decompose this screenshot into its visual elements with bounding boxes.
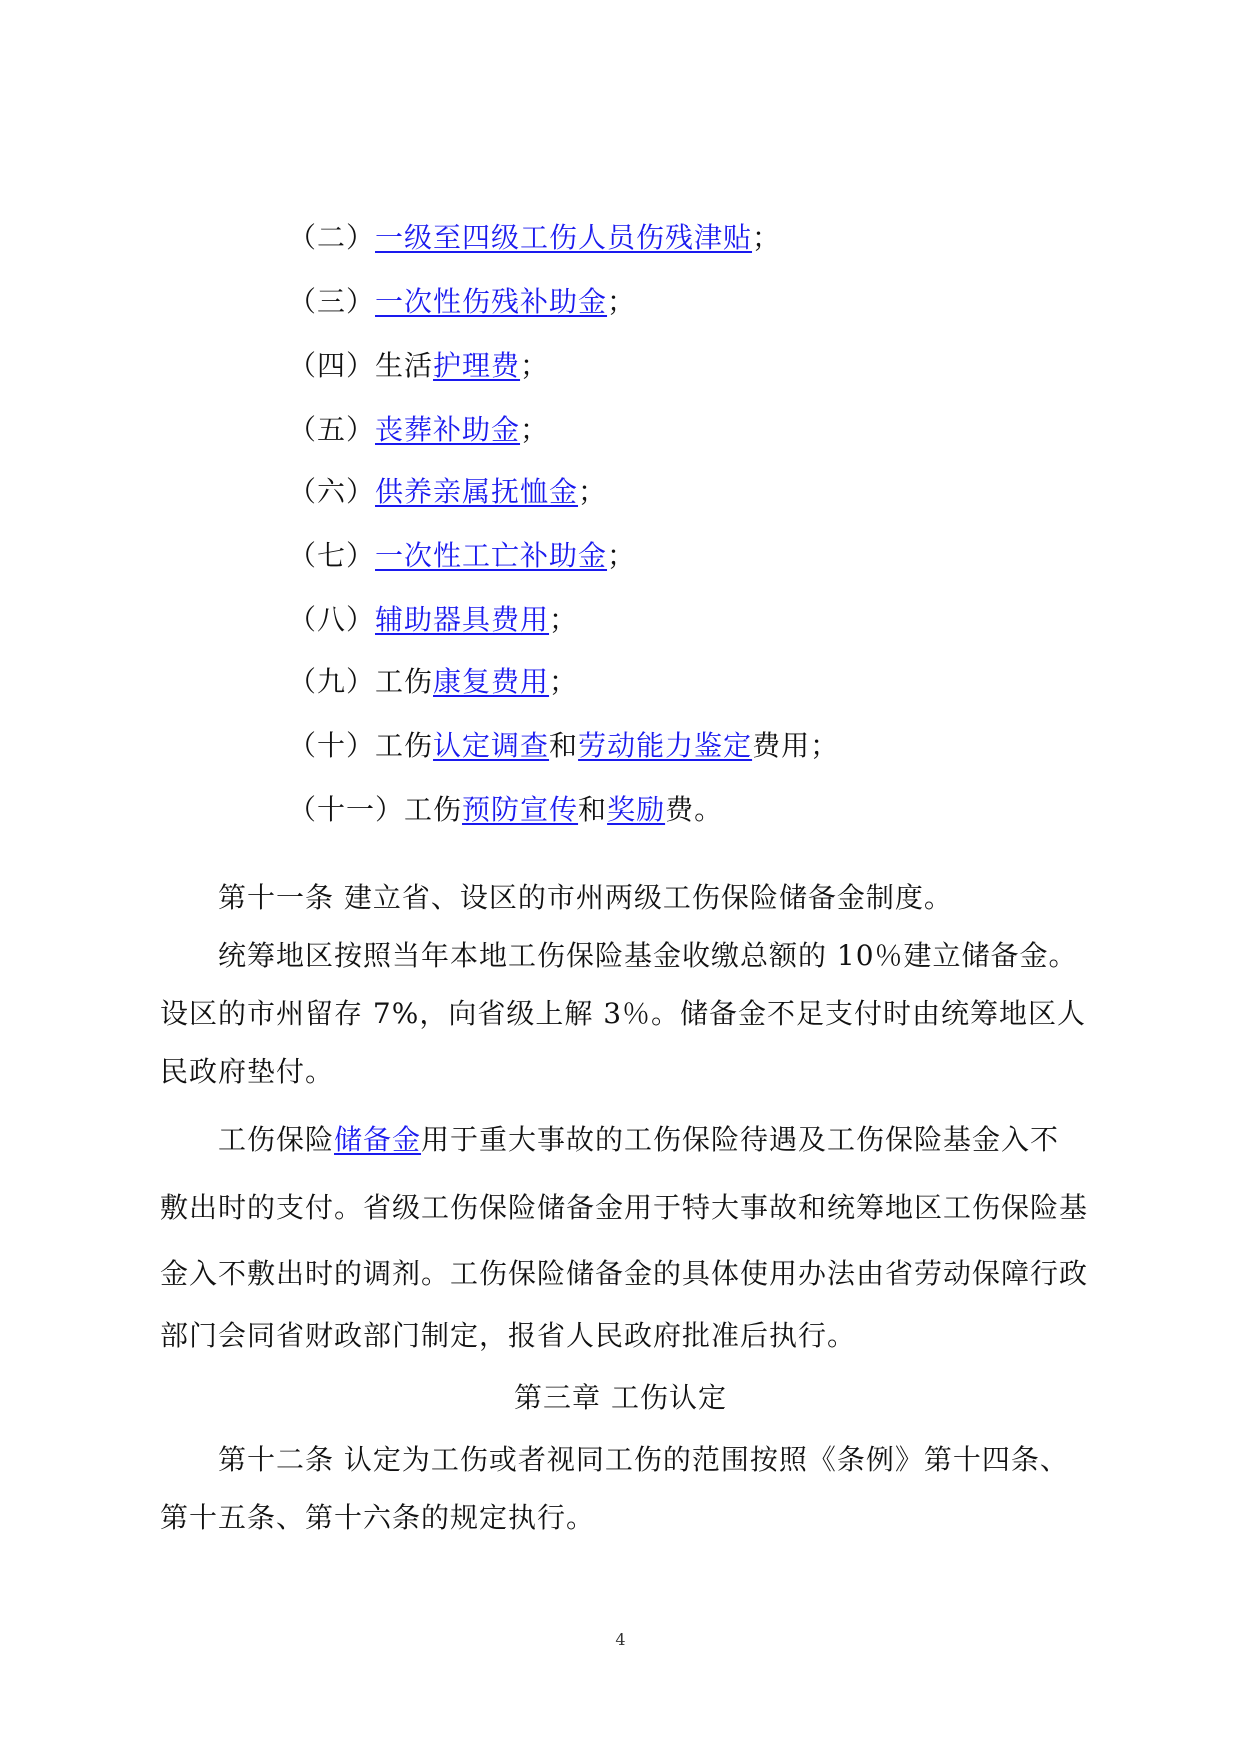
text-segment: 生活 [375, 349, 434, 382]
item-link[interactable]: 一次性伤残补助金 [375, 285, 608, 318]
list-item [288, 536, 636, 576]
item-link[interactable]: 辅助器具费用 [375, 603, 550, 636]
text-segment: 工伤 [404, 793, 463, 826]
text-segment: ； [549, 603, 579, 636]
item-link[interactable]: 供养亲属抚恤金 [375, 475, 579, 508]
list-item [288, 346, 549, 386]
item-number: （五） [288, 413, 376, 446]
text-segment: 费用； [752, 729, 840, 762]
list-item [288, 726, 839, 766]
item-link[interactable]: 丧葬补助金 [375, 413, 521, 446]
text-segment: 和 [549, 729, 579, 762]
text-segment: 工伤保险 [218, 1123, 335, 1156]
item-number: （六） [288, 475, 376, 508]
article-11-paragraph-2-line-1: 统筹地区按照当年本地工伤保险基金收缴总额的 10％建立储备金。 [218, 939, 1078, 972]
item-link[interactable]: 护理费 [433, 349, 521, 382]
item-number: （四） [288, 349, 376, 382]
item-number: （十） [288, 729, 376, 762]
item-number: （七） [288, 539, 376, 572]
item-link[interactable]: 奖励 [607, 793, 666, 826]
list-item [288, 600, 578, 640]
article-11-paragraph-2-line-2: 设区的市州留存 7%，向省级上解 3％。储备金不足支付时由统筹地区人 [160, 997, 1087, 1030]
article-12-line-1: 第十二条 认定为工伤或者视同工伤的范围按照《条例》第十四条、 [218, 1443, 1069, 1476]
list-item [288, 662, 578, 702]
item-link[interactable]: 预防宣传 [462, 793, 579, 826]
item-number: （二） [288, 221, 376, 254]
article-11-paragraph-2-line-3: 民政府垫付。 [160, 1055, 335, 1088]
text-segment: 和 [578, 793, 608, 826]
text-segment: ； [607, 285, 637, 318]
list-item [288, 790, 723, 830]
text-segment: ； [578, 475, 608, 508]
item-link[interactable]: 劳动能力鉴定 [578, 729, 753, 762]
list-item [288, 218, 781, 258]
article-11-paragraph-3-line-4: 部门会同省财政部门制定，报省人民政府批准后执行。 [160, 1319, 857, 1352]
item-number: （九） [288, 665, 376, 698]
article-12-line-2: 第十五条、第十六条的规定执行。 [160, 1501, 596, 1534]
list-item [288, 282, 636, 322]
item-link[interactable]: 康复费用 [433, 665, 550, 698]
text-segment: 工伤 [375, 729, 434, 762]
item-number: （八） [288, 603, 376, 636]
item-number: （十一） [288, 793, 405, 826]
item-link[interactable]: 认定调查 [433, 729, 550, 762]
text-segment: 费。 [665, 793, 724, 826]
list-item [288, 410, 549, 450]
item-link[interactable]: 一次性工亡补助金 [375, 539, 608, 572]
article-11-paragraph-3-line-3: 金入不敷出时的调剂。工伤保险储备金的具体使用办法由省劳动保障行政 [160, 1257, 1089, 1290]
text-segment: ； [549, 665, 579, 698]
list-item [288, 472, 607, 512]
article-11-paragraph-3-line-1 [218, 1120, 1059, 1160]
text-segment: ； [520, 349, 550, 382]
text-segment: 用于重大事故的工伤保险待遇及工伤保险基金入不 [421, 1123, 1060, 1156]
link-reserve-fund[interactable]: 储备金 [334, 1123, 422, 1156]
article-11-paragraph-3-line-2: 敷出时的支付。省级工伤保险储备金用于特大事故和统筹地区工伤保险基 [160, 1191, 1089, 1224]
item-number: （三） [288, 285, 376, 318]
text-segment: ； [752, 221, 782, 254]
chapter-heading: 第三章 工伤认定 [514, 1381, 727, 1414]
text-segment: ； [607, 539, 637, 572]
text-segment: 工伤 [375, 665, 434, 698]
text-segment: ； [520, 413, 550, 446]
page-number: 4 [615, 1630, 626, 1649]
article-11-title: 第十一条 建立省、设区的市州两级工伤保险储备金制度。 [218, 881, 953, 914]
item-link[interactable]: 一级至四级工伤人员伤残津贴 [375, 221, 753, 254]
